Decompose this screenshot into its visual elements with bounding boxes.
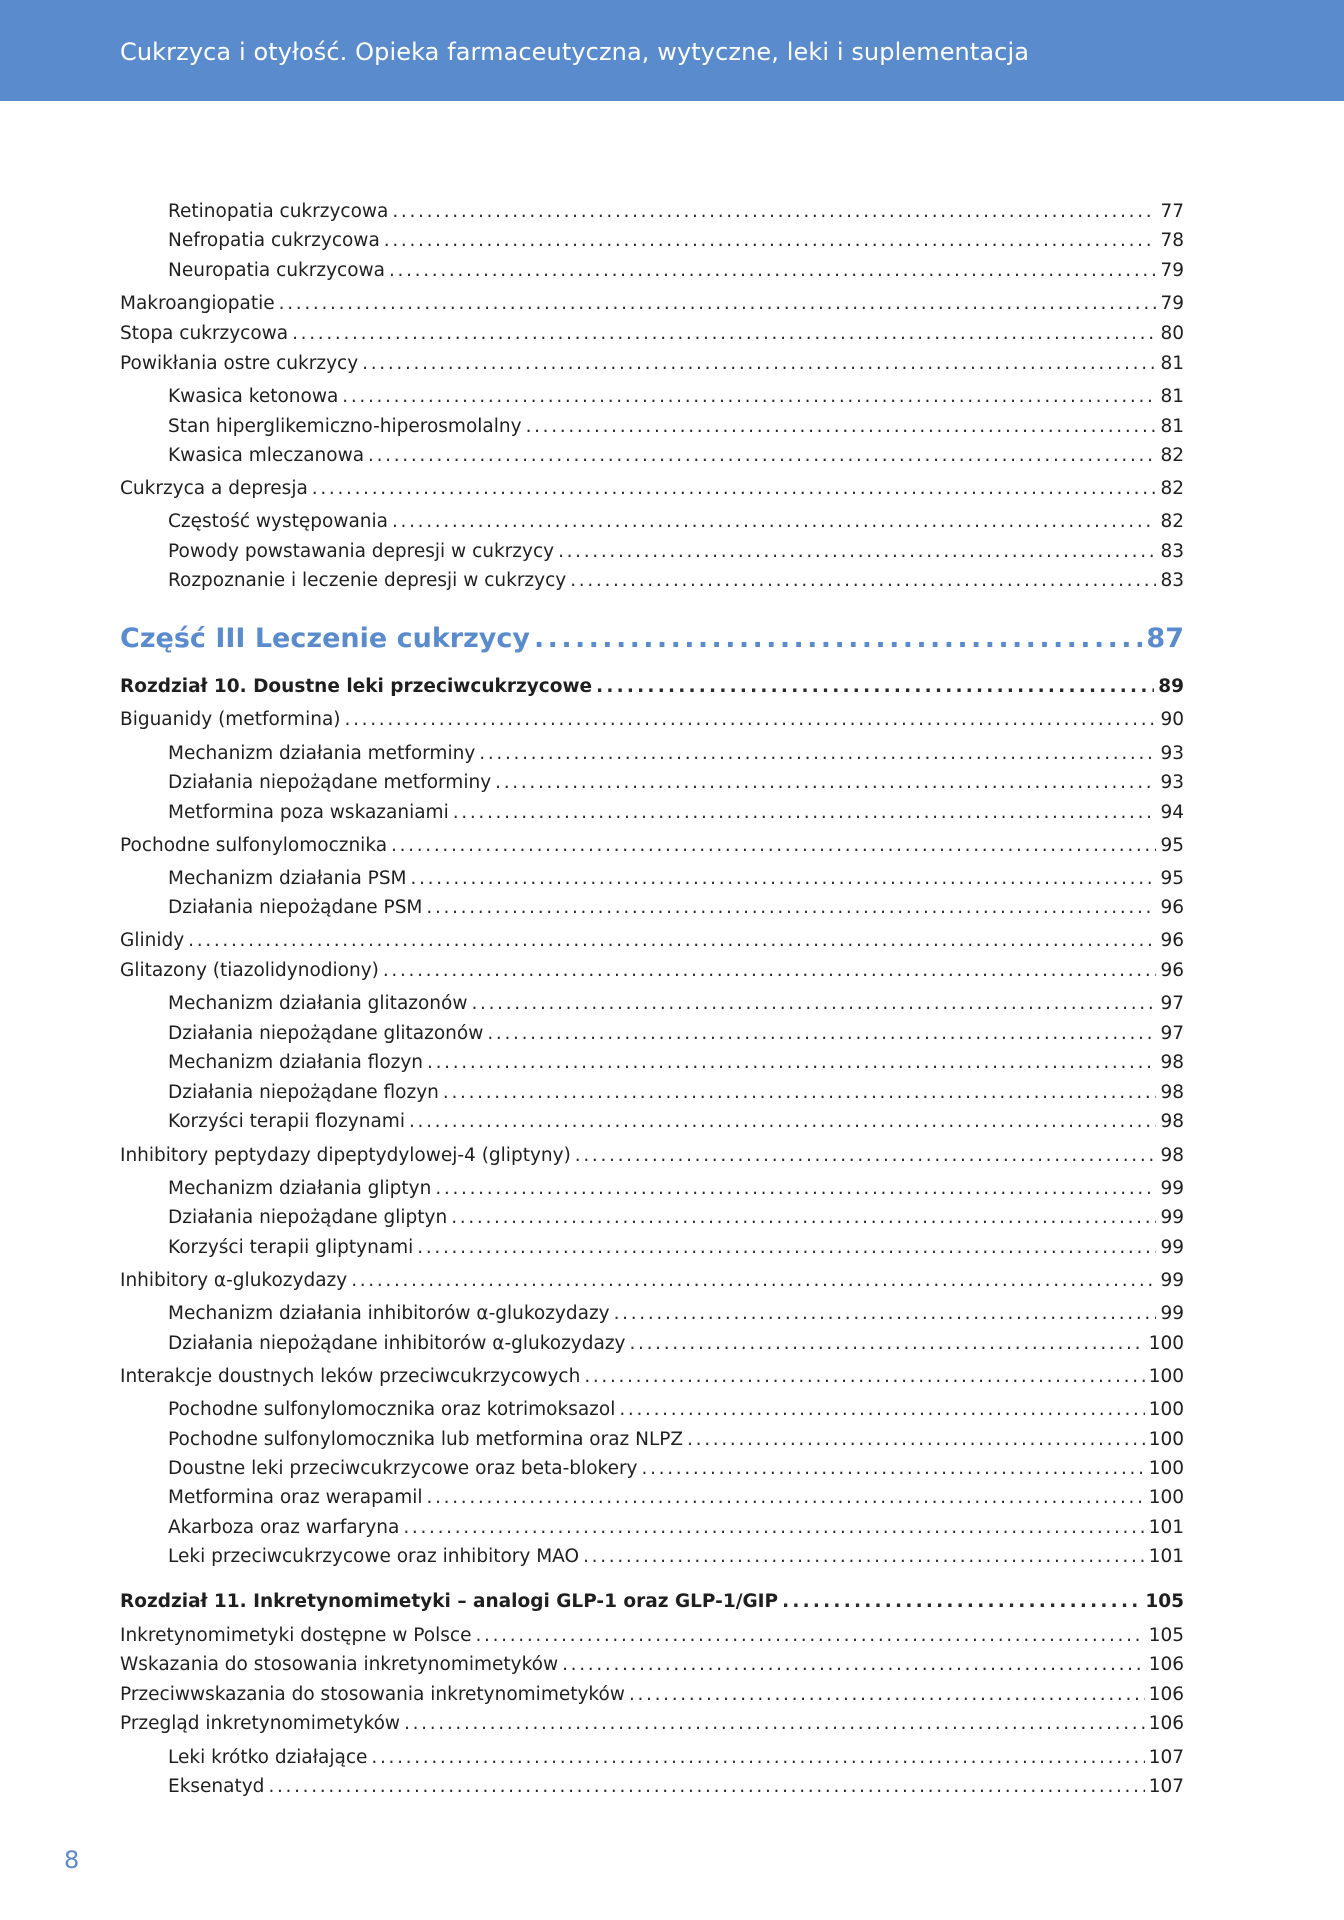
dot-leader xyxy=(427,1486,1145,1510)
toc-entry-label: Biguanidy (metformina) xyxy=(120,709,341,730)
toc-entry[interactable] xyxy=(168,742,1184,766)
toc-entry-label: Glinidy xyxy=(120,930,185,951)
toc-entry-label: Doustne leki przeciwcukrzycowe oraz beta-blokery xyxy=(168,1458,638,1479)
toc-entry[interactable] xyxy=(168,801,1184,825)
toc-entry[interactable] xyxy=(120,1269,1184,1293)
toc-entry[interactable] xyxy=(168,229,1184,253)
toc-entry-page: 106 xyxy=(1148,1684,1184,1705)
dot-leader xyxy=(391,834,1156,858)
toc-entry-page: 82 xyxy=(1160,445,1184,466)
toc-entry-label: Stopa cukrzycowa xyxy=(120,323,289,344)
toc-entry-page: 100 xyxy=(1148,1366,1184,1387)
toc-entry-label: Wskazania do stosowania inkretynomimetyków xyxy=(120,1654,559,1675)
toc-entry-label: Działania niepożądane flozyn xyxy=(168,1082,439,1103)
toc-entry-label: Rozdział 11. Inkretynomimetyki – analogi GLP-1 oraz GLP-1/GIP xyxy=(120,1591,779,1612)
toc-entry-page: 98 xyxy=(1160,1111,1184,1132)
toc-entry[interactable] xyxy=(168,1746,1184,1770)
toc-entry[interactable] xyxy=(168,510,1184,534)
toc-entry-label: Mechanizm działania gliptyn xyxy=(168,1178,432,1199)
toc-entry[interactable] xyxy=(168,867,1184,891)
dot-leader xyxy=(596,675,1154,699)
dot-leader xyxy=(342,385,1156,409)
toc-entry-label: Powikłania ostre cukrzycy xyxy=(120,353,359,374)
toc-entry[interactable] xyxy=(120,1365,1184,1389)
toc-entry[interactable] xyxy=(168,385,1184,409)
toc-entry-page: 101 xyxy=(1148,1517,1184,1538)
toc-entry-label: Przeciwwskazania do stosowania inkretynomimetyków xyxy=(120,1684,625,1705)
dot-leader xyxy=(526,415,1157,439)
dot-leader xyxy=(570,569,1156,593)
dot-leader xyxy=(471,992,1156,1016)
toc-entry[interactable] xyxy=(120,292,1184,316)
dot-leader xyxy=(345,708,1157,732)
toc-entry-label: Pochodne sulfonylomocznika oraz kotrimoksazol xyxy=(168,1399,616,1420)
toc-entry-label: Inkretynomimetyki dostępne w Polsce xyxy=(120,1625,472,1646)
dot-leader xyxy=(782,1590,1141,1614)
dot-leader xyxy=(362,352,1156,376)
toc-entry[interactable] xyxy=(120,1712,1184,1736)
dot-leader xyxy=(351,1269,1156,1293)
toc-entry-label: Nefropatia cukrzycowa xyxy=(168,230,380,251)
header-band xyxy=(0,0,1344,101)
dot-leader xyxy=(558,540,1156,564)
toc-entry-label: Cukrzyca a depresja xyxy=(120,478,308,499)
toc-entry-label: Metformina oraz werapamil xyxy=(168,1487,423,1508)
toc-entry-page: 94 xyxy=(1160,802,1184,823)
dot-leader xyxy=(619,1398,1144,1422)
toc-entry-page: 98 xyxy=(1160,1145,1184,1166)
toc-entry-page: 89 xyxy=(1158,676,1184,697)
toc-entry-label: Interakcje doustnych leków przeciwcukrzycowych xyxy=(120,1366,581,1387)
toc-entry[interactable] xyxy=(168,415,1184,439)
toc-entry-label: Powody powstawania depresji w cukrzycy xyxy=(168,541,555,562)
toc-entry-page: 107 xyxy=(1148,1747,1184,1768)
toc-entry-page: 81 xyxy=(1160,386,1184,407)
toc-entry-page: 95 xyxy=(1160,868,1184,889)
toc-entry-page: 93 xyxy=(1160,743,1184,764)
dot-leader xyxy=(392,510,1156,534)
toc-entry[interactable] xyxy=(168,1545,1184,1569)
toc-entry-label: Retinopatia cukrzycowa xyxy=(168,201,389,222)
toc-entry[interactable] xyxy=(120,929,1184,953)
toc-entry[interactable] xyxy=(168,1457,1184,1481)
toc-entry-page: 101 xyxy=(1148,1546,1184,1567)
toc-entry[interactable] xyxy=(120,1144,1184,1168)
toc-entry-label: Stan hiperglikemiczno-hiperosmolalny xyxy=(168,416,522,437)
toc-entry-label: Pochodne sulfonylomocznika lub metformina oraz NLPZ xyxy=(168,1429,684,1450)
toc-entry-label: Działania niepożądane metforminy xyxy=(168,772,492,793)
toc-entry-label: Działania niepożądane glitazonów xyxy=(168,1023,484,1044)
dot-leader xyxy=(495,771,1156,795)
toc-entry[interactable] xyxy=(168,992,1184,1016)
toc-entry-page: 100 xyxy=(1148,1399,1184,1420)
toc-entry-label: Działania niepożądane gliptyn xyxy=(168,1207,448,1228)
toc-entry-label: Pochodne sulfonylomocznika xyxy=(120,835,388,856)
toc-entry-label: Makroangiopatie xyxy=(120,293,275,314)
toc-entry[interactable] xyxy=(168,1398,1184,1422)
dot-leader xyxy=(292,322,1156,346)
toc-entry-page: 99 xyxy=(1160,1237,1184,1258)
toc-entry-label: Leki krótko działające xyxy=(168,1747,368,1768)
dot-leader xyxy=(584,1365,1144,1389)
toc-entry-page: 100 xyxy=(1148,1429,1184,1450)
toc-entry[interactable] xyxy=(168,1486,1184,1510)
toc-entry[interactable] xyxy=(120,1624,1184,1648)
toc-entry-page: 99 xyxy=(1160,1303,1184,1324)
dot-leader xyxy=(562,1653,1145,1677)
dot-leader xyxy=(383,959,1157,983)
toc-entry[interactable] xyxy=(168,1177,1184,1201)
toc-entry-label: Neuropatia cukrzycowa xyxy=(168,260,385,281)
dot-leader xyxy=(392,200,1156,224)
toc-entry-page: 78 xyxy=(1160,230,1184,251)
toc-entry-label: Akarboza oraz warfaryna xyxy=(168,1517,400,1538)
dot-leader xyxy=(389,259,1156,283)
part-heading[interactable] xyxy=(120,622,1184,656)
toc-entry-page: 99 xyxy=(1160,1178,1184,1199)
dot-leader xyxy=(409,1110,1156,1134)
toc-entry-page: 100 xyxy=(1148,1487,1184,1508)
toc-entry[interactable] xyxy=(120,1683,1184,1707)
toc-entry-page: 98 xyxy=(1160,1082,1184,1103)
toc-entry-page: 106 xyxy=(1148,1713,1184,1734)
toc-entry[interactable] xyxy=(168,569,1184,593)
toc-entry-label: Mechanizm działania glitazonów xyxy=(168,993,468,1014)
dot-leader xyxy=(403,1516,1144,1540)
toc-entry-page: 105 xyxy=(1148,1625,1184,1646)
toc-entry-label: Leki przeciwcukrzycowe oraz inhibitory MAO xyxy=(168,1546,580,1567)
toc-entry[interactable] xyxy=(120,834,1184,858)
toc-entry-label: Kwasica ketonowa xyxy=(168,386,339,407)
toc-entry-label: Kwasica mleczanowa xyxy=(168,445,365,466)
toc-entry[interactable] xyxy=(168,1081,1184,1105)
toc-entry-label: Mechanizm działania metforminy xyxy=(168,743,476,764)
toc-entry-page: 82 xyxy=(1160,478,1184,499)
toc-entry-label: Korzyści terapii gliptynami xyxy=(168,1237,414,1258)
toc-entry-label: Inhibitory α-glukozydazy xyxy=(120,1270,348,1291)
dot-leader xyxy=(479,742,1156,766)
toc-entry-page: 99 xyxy=(1160,1207,1184,1228)
dot-leader xyxy=(368,444,1156,468)
toc-entry-label: Działania niepożądane PSM xyxy=(168,897,423,918)
toc-entry-page: 105 xyxy=(1145,1591,1184,1612)
running-header-title: Cukrzyca i otyłość. Opieka farmaceutyczna, wytyczne, leki i suplementacja xyxy=(120,38,1030,66)
dot-leader xyxy=(384,229,1157,253)
toc-entry[interactable] xyxy=(120,708,1184,732)
toc-entry[interactable] xyxy=(168,1051,1184,1075)
toc-entry-label: Przegląd inkretynomimetyków xyxy=(120,1713,401,1734)
dot-leader xyxy=(475,1624,1144,1648)
dot-leader xyxy=(487,1022,1156,1046)
toc-entry-page: 96 xyxy=(1160,930,1184,951)
toc-entry-label: Metformina poza wskazaniami xyxy=(168,802,449,823)
toc-entry[interactable] xyxy=(120,352,1184,376)
toc-entry-page: 100 xyxy=(1148,1458,1184,1479)
dot-leader xyxy=(279,292,1157,316)
dot-leader xyxy=(534,622,1142,656)
dot-leader xyxy=(411,867,1157,891)
dot-leader xyxy=(630,1332,1145,1356)
toc-entry-label: Mechanizm działania flozyn xyxy=(168,1052,424,1073)
toc-entry-label: Część III Leczenie cukrzycy xyxy=(120,623,531,654)
toc-entry[interactable] xyxy=(120,1653,1184,1677)
dot-leader xyxy=(268,1775,1144,1799)
toc-entry-label: Mechanizm działania inhibitorów α-glukozydazy xyxy=(168,1303,610,1324)
toc-entry-label: Eksenatyd xyxy=(168,1776,265,1797)
dot-leader xyxy=(417,1236,1156,1260)
toc-entry[interactable] xyxy=(168,1775,1184,1799)
dot-leader xyxy=(427,1051,1156,1075)
toc-entry-page: 99 xyxy=(1160,1270,1184,1291)
toc-entry-page: 87 xyxy=(1146,623,1184,654)
toc-entry[interactable] xyxy=(168,200,1184,224)
toc-entry-page: 81 xyxy=(1160,416,1184,437)
toc-entry[interactable] xyxy=(120,959,1184,983)
dot-leader xyxy=(451,1206,1156,1230)
toc-entry-page: 96 xyxy=(1160,960,1184,981)
toc-entry-label: Rozpoznanie i leczenie depresji w cukrzycy xyxy=(168,570,567,591)
toc-entry-page: 97 xyxy=(1160,1023,1184,1044)
dot-leader xyxy=(371,1746,1144,1770)
toc-entry[interactable] xyxy=(168,1206,1184,1230)
dot-leader xyxy=(443,1081,1157,1105)
dot-leader xyxy=(435,1177,1156,1201)
dot-leader xyxy=(188,929,1156,953)
toc-entry-page: 95 xyxy=(1160,835,1184,856)
dot-leader xyxy=(575,1144,1157,1168)
toc-entry[interactable] xyxy=(168,896,1184,920)
toc-entry-page: 97 xyxy=(1160,993,1184,1014)
toc-entry[interactable] xyxy=(168,1332,1184,1356)
toc-entry-label: Korzyści terapii flozynami xyxy=(168,1111,405,1132)
dot-leader xyxy=(642,1457,1145,1481)
toc-entry-label: Rozdział 10. Doustne leki przeciwcukrzycowe xyxy=(120,676,593,697)
toc-entry[interactable] xyxy=(168,771,1184,795)
toc-entry[interactable] xyxy=(168,540,1184,564)
toc-entry-label: Glitazony (tiazolidynodiony) xyxy=(120,960,379,981)
chapter-heading[interactable] xyxy=(120,1590,1184,1614)
chapter-heading[interactable] xyxy=(120,675,1184,699)
toc-entry[interactable] xyxy=(168,1302,1184,1326)
toc-entry-page: 98 xyxy=(1160,1052,1184,1073)
toc-entry-page: 106 xyxy=(1148,1654,1184,1675)
toc-entry[interactable] xyxy=(168,1516,1184,1540)
dot-leader xyxy=(426,896,1156,920)
toc-entry-label: Częstość występowania xyxy=(168,511,388,532)
toc-entry[interactable] xyxy=(168,1428,1184,1452)
dot-leader xyxy=(312,477,1157,501)
toc-entry-page: 79 xyxy=(1160,260,1184,281)
toc-entry-page: 100 xyxy=(1148,1333,1184,1354)
toc-entry-page: 83 xyxy=(1160,541,1184,562)
toc-entry[interactable] xyxy=(120,477,1184,501)
toc-entry[interactable] xyxy=(120,322,1184,346)
toc-entry-page: 96 xyxy=(1160,897,1184,918)
dot-leader xyxy=(629,1683,1145,1707)
toc-entry-page: 80 xyxy=(1160,323,1184,344)
toc-entry-page: 83 xyxy=(1160,570,1184,591)
toc-entry-page: 77 xyxy=(1160,201,1184,222)
toc-entry-label: Mechanizm działania PSM xyxy=(168,868,407,889)
dot-leader xyxy=(404,1712,1145,1736)
toc-entry-page: 93 xyxy=(1160,772,1184,793)
toc-entry-page: 107 xyxy=(1148,1776,1184,1797)
toc-entry-page: 81 xyxy=(1160,353,1184,374)
toc-entry-page: 79 xyxy=(1160,293,1184,314)
toc-entry[interactable] xyxy=(168,444,1184,468)
toc-entry-label: Inhibitory peptydazy dipeptydylowej-4 (gliptyny) xyxy=(120,1145,571,1166)
page-number: 8 xyxy=(64,1846,80,1874)
toc-entry[interactable] xyxy=(168,1022,1184,1046)
toc-entry-page: 90 xyxy=(1160,709,1184,730)
dot-leader xyxy=(614,1302,1157,1326)
toc-entry[interactable] xyxy=(168,259,1184,283)
toc-entry[interactable] xyxy=(168,1110,1184,1134)
dot-leader xyxy=(453,801,1157,825)
toc-entry-label: Działania niepożądane inhibitorów α-glukozydazy xyxy=(168,1333,626,1354)
toc-entry-page: 82 xyxy=(1160,511,1184,532)
toc-entry[interactable] xyxy=(168,1236,1184,1260)
dot-leader xyxy=(583,1545,1145,1569)
dot-leader xyxy=(687,1428,1145,1452)
